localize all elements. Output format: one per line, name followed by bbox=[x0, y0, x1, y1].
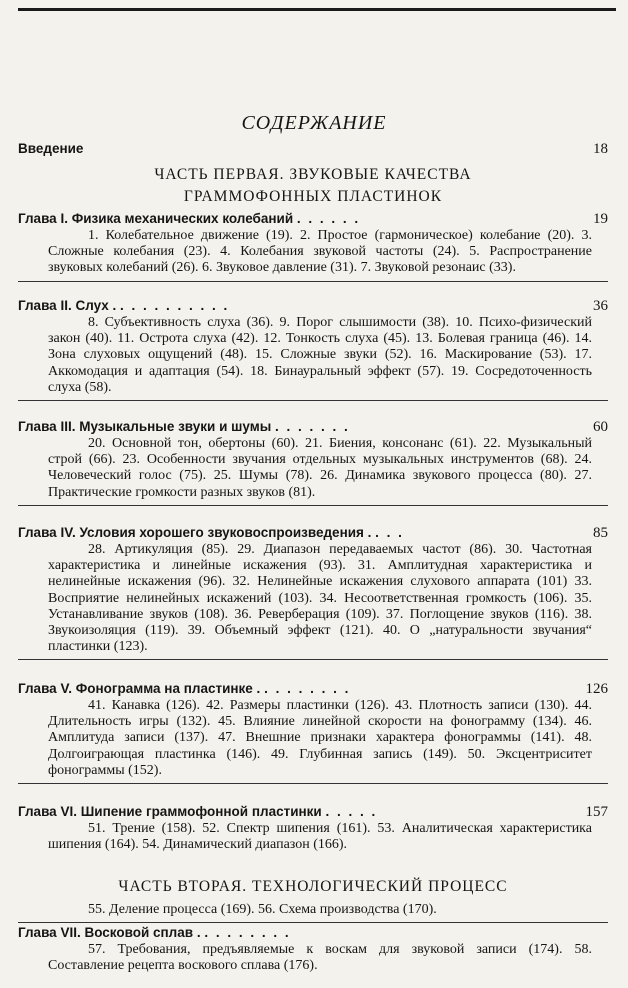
top-border-rule bbox=[18, 8, 616, 11]
chapter-5 bbox=[18, 680, 608, 788]
part2-heading bbox=[18, 876, 608, 927]
chapter-4-sections: 28. Артикуляция (85). 29. Диапазон передаваемых частот (86). 30. Частотная характеристика и линейные искажения (93). 31. Амплитудная характеристика и нелинейные искажения (96). 32. Нелинейные искажения слухового аппарата (101) 33. Восприятие нелинейных искажений (103). 34. Несоответственная громкость (106). 35. Устанавливание звуков (108). 36. Реверберация (109). 37. Поглощение звуков (116). 38. Звукоизоляция (119). 39. Объемный эффект (121). 40. О „натуральности звучания“ пластинки (123). bbox=[48, 542, 592, 655]
chapter-1 bbox=[18, 210, 608, 286]
chapter-4-label: Глава IV. Условия хорошего звуковоспроизведения . bbox=[18, 525, 372, 540]
divider-rule bbox=[18, 505, 608, 506]
part1-line1: ЧАСТЬ ПЕРВАЯ. ЗВУКОВЫЕ КАЧЕСТВА bbox=[154, 166, 472, 183]
chapter-2 bbox=[18, 297, 608, 405]
chapter-6-sections: 51. Трение (158). 52. Спектр шипения (161). 53. Аналитическая характеристика шипения (164). 54. Динамический диапазон (166). bbox=[48, 821, 592, 853]
chapter-3-label: Глава III. Музыкальные звуки и шумы bbox=[18, 419, 272, 434]
chapter-7-label: Глава VII. Восковой сплав . bbox=[18, 925, 201, 940]
chapter-2-page: 36 bbox=[593, 298, 608, 314]
divider-rule bbox=[18, 400, 608, 401]
part1-line2: ГРАММОФОННЫХ ПЛАСТИНОК bbox=[183, 188, 443, 205]
divider-rule bbox=[18, 783, 608, 784]
chapter-4 bbox=[18, 524, 608, 664]
chapter-6-heading bbox=[18, 803, 608, 821]
chapter-1-heading bbox=[18, 210, 608, 228]
chapter-7 bbox=[18, 924, 608, 974]
chapter-4-page: 85 bbox=[593, 525, 608, 541]
chapter-1-label: Глава I. Физика механических колебаний bbox=[18, 211, 294, 226]
chapter-4-leader: . . . bbox=[375, 525, 404, 540]
chapter-3-leader: . . . . . . . bbox=[275, 419, 350, 434]
divider-rule bbox=[18, 281, 608, 282]
part2-title: ЧАСТЬ ВТОРАЯ. ТЕХНОЛОГИЧЕСКИЙ ПРОЦЕСС bbox=[118, 878, 508, 895]
chapter-5-sections: 41. Канавка (126). 42. Размеры пластинки (126). 43. Плотность записи (130). 44. Длительность игры (132). 45. Влияние линейной скорости на фонограмму (134). 46. Амплитуда записи (137). 47. Внешние признаки характера фонограммы (141). 48. Долгоиграющая пластинка (146). 49. Глубинная запись (149). 50. Эксцентриситет фонограммы (152). bbox=[48, 698, 592, 778]
chapter-3-sections: 20. Основной тон, обертоны (60). 21. Биения, консонанс (61). 22. Музыкальный строй (66). 23. Особенности звучания отдельных музыкальных инструментов (68). 24. Человеческий голос (75). 25. Шумы (78). 26. Динамика звукового процесса (80). 27. Практические громкости разных звуков (81). bbox=[48, 436, 592, 500]
chapter-5-leader: . . . . . . . . bbox=[264, 681, 351, 696]
intro-page: 18 bbox=[593, 141, 608, 157]
chapter-3 bbox=[18, 418, 608, 510]
chapter-6-page: 157 bbox=[585, 804, 608, 820]
intro-entry bbox=[18, 140, 608, 158]
chapter-6-leader: . . . . . bbox=[325, 804, 378, 819]
chapter-7-leader: . . . . . . . . bbox=[204, 925, 291, 940]
chapter-5-page: 126 bbox=[585, 681, 608, 697]
chapter-3-heading bbox=[18, 418, 608, 436]
chapter-7-sections: 57. Требования, предъявляемые к воскам для звуковой записи (174). 58. Составление рецепта воскового сплава (176). bbox=[48, 942, 592, 974]
chapter-5-label: Глава V. Фонограмма на пластинке . bbox=[18, 681, 261, 696]
chapter-3-page: 60 bbox=[593, 419, 608, 435]
intro-label: Введение bbox=[18, 141, 84, 156]
chapter-4-heading bbox=[18, 524, 608, 542]
part1-heading bbox=[18, 164, 608, 208]
page-title: СОДЕРЖАНИЕ bbox=[241, 112, 387, 134]
chapter-2-label: Глава II. Слух . bbox=[18, 298, 117, 313]
chapter-2-sections: 8. Субъективность слуха (36). 9. Порог слышимости (38). 10. Психо-физический закон (40). 11. Острота слуха (42). 12. Тонкость слуха (45). 13. Болевая граница (46). 14. Зона слуховых ощущений (48). 15. Сложные звуки (52). 16. Маскирование (53). 17. Аккомодация и адаптация (54). 18. Бинауральный эффект (57). 19. Сосредоточенность слуха (58). bbox=[48, 315, 592, 395]
chapter-6-label: Глава VI. Шипение граммофонной пластинки bbox=[18, 804, 322, 819]
chapter-7-heading bbox=[18, 924, 608, 942]
chapter-6 bbox=[18, 803, 608, 853]
chapter-5-heading bbox=[18, 680, 608, 698]
chapter-2-leader: . . . . . . . . . . bbox=[120, 298, 230, 313]
chapter-2-heading bbox=[18, 297, 608, 315]
chapter-1-page: 19 bbox=[593, 211, 608, 227]
chapter-1-leader: . . . . . . bbox=[296, 211, 361, 226]
chapter-1-sections: 1. Колебательное движение (19). 2. Простое (гармоническое) колебание (20). 3. Сложные колебания (23). 4. Колебания звуковой частоты (24). 5. Распространение звуковых колебаний (26). 6. Звуковое давление (31). 7. Звуковой резонаис (33). bbox=[48, 228, 592, 276]
part2-sections: 55. Деление процесса (169). 56. Схема производства (170). bbox=[88, 902, 437, 917]
divider-rule bbox=[18, 659, 608, 660]
